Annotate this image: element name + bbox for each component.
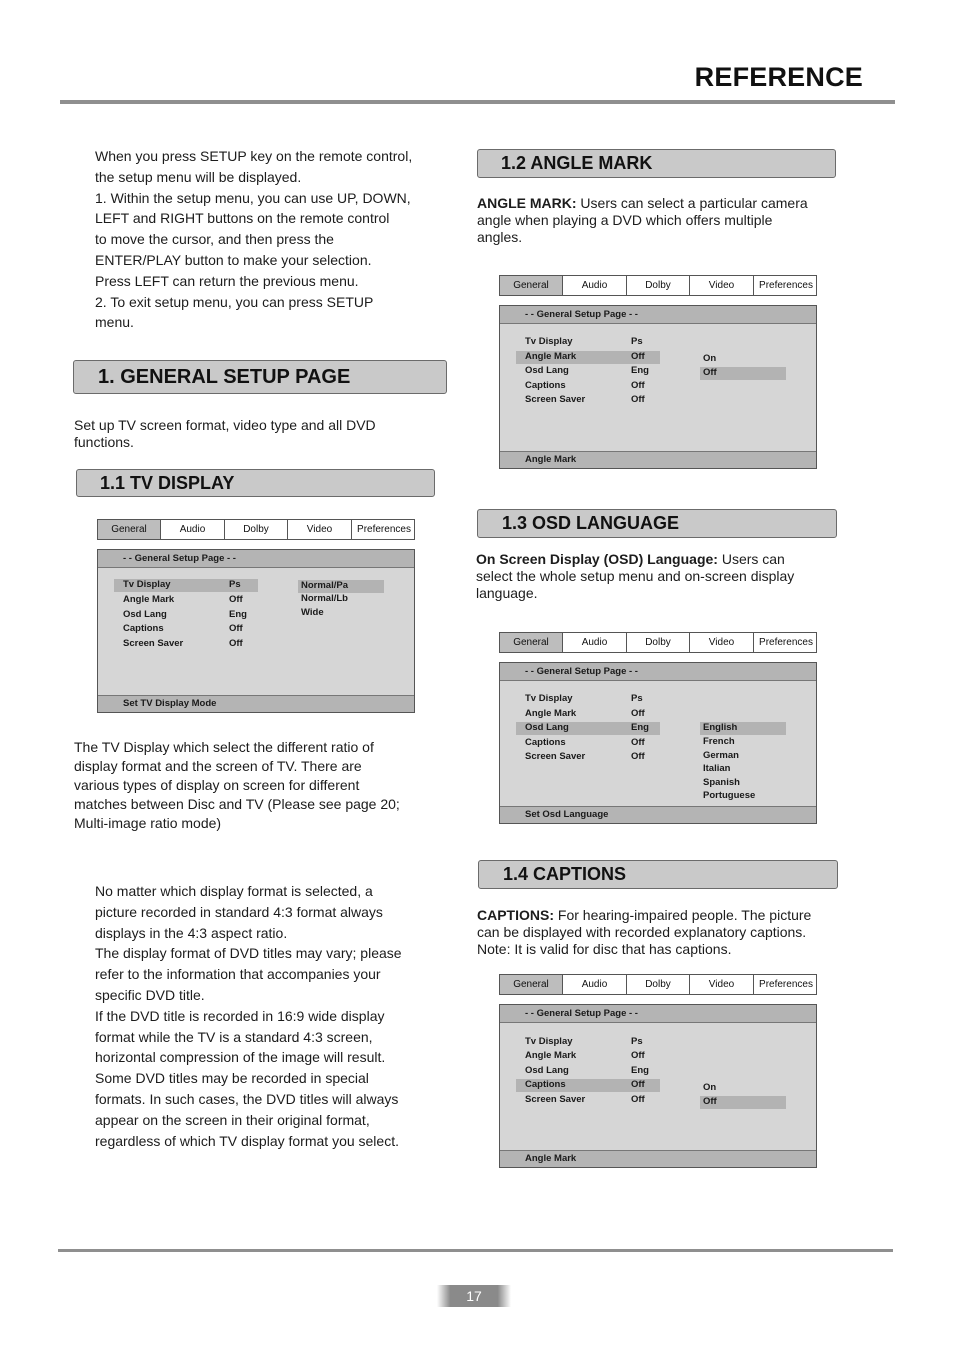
menu-item-value: Off: [631, 751, 645, 762]
intro-line: Press LEFT can return the previous menu.: [95, 272, 359, 289]
menu-item-value: Off: [229, 594, 243, 605]
captions-desc-line: can be displayed with recorded explanatory captions.: [477, 924, 807, 940]
menu-item-value: Off: [631, 1050, 645, 1061]
menu-panel-footer: Angle Mark: [500, 451, 816, 468]
menu-item-value: Ps: [631, 336, 643, 347]
menu-item-captions[interactable]: [114, 623, 258, 636]
menu-panel: [499, 305, 817, 469]
menu-panel-footer: Angle Mark: [500, 1150, 816, 1167]
osd-language-label: On Screen Display (OSD) Language:: [476, 551, 718, 567]
general-setup-heading: [73, 360, 447, 394]
menu-item-osd-lang[interactable]: [516, 1065, 660, 1078]
intro-line: to move the cursor, and then press the: [95, 231, 334, 248]
tab-dolby[interactable]: Dolby: [627, 975, 690, 994]
menu-item-label: Screen Saver: [123, 638, 184, 649]
menu-item-value: Off: [229, 638, 243, 649]
menu-panel-footer: Set TV Display Mode: [98, 695, 414, 712]
menu-item-captions[interactable]: [516, 1079, 660, 1092]
menu-panel: [499, 1004, 817, 1168]
tab-audio[interactable]: Audio: [563, 633, 627, 652]
tv-display-heading: [76, 469, 435, 497]
menu-item-captions[interactable]: [516, 737, 660, 750]
menu-item-label: Osd Lang: [123, 609, 167, 620]
menu-tabs: [499, 974, 817, 995]
menu-item-angle-mark[interactable]: [114, 594, 258, 607]
page-number-badge: [437, 1285, 511, 1307]
tv-display-heading-text: 1.1 TV DISPLAY: [100, 472, 235, 493]
note-line: If the DVD title is recorded in 16:9 wide display: [95, 1007, 385, 1024]
note-line: picture recorded in standard 4:3 format always: [95, 903, 383, 920]
tab-video[interactable]: Video: [690, 633, 754, 652]
menu-option[interactable]: Spanish: [703, 777, 740, 788]
footer-rule: [58, 1249, 893, 1252]
note-line: specific DVD title.: [95, 986, 205, 1003]
menu-item-label: Angle Mark: [123, 594, 175, 605]
tab-general[interactable]: General: [500, 276, 563, 295]
captions-desc-line: For hearing-impaired people. The picture: [554, 907, 812, 923]
tab-video[interactable]: Video: [690, 276, 754, 295]
menu-item-label: Captions: [525, 380, 566, 391]
menu-tabs: [499, 275, 817, 296]
tab-general[interactable]: General: [98, 520, 161, 539]
captions-label: CAPTIONS:: [477, 907, 554, 923]
note-line: format while the TV is a standard 4:3 screen,: [95, 1028, 373, 1045]
angle-mark-label: ANGLE MARK:: [477, 195, 577, 211]
menu-item-value: Off: [631, 737, 645, 748]
osd-language-heading: [477, 509, 837, 538]
tab-dolby[interactable]: Dolby: [627, 276, 690, 295]
menu-option[interactable]: Wide: [301, 607, 324, 618]
angle-mark-heading: [477, 149, 836, 178]
setup-menu-tv-display: [97, 519, 415, 713]
tv-display-description: [74, 738, 434, 833]
menu-item-value: Eng: [631, 365, 649, 376]
general-desc-line: Set up TV screen format, video type and all DVD: [74, 417, 376, 433]
note-line: refer to the information that accompanies your: [95, 966, 381, 983]
menu-item-angle-mark[interactable]: [516, 1050, 660, 1063]
menu-item-label: Tv Display: [123, 579, 171, 590]
menu-item-angle-mark[interactable]: [516, 351, 660, 364]
menu-option[interactable]: English: [700, 722, 786, 735]
menu-panel-header: - - General Setup Page - -: [500, 1005, 816, 1023]
menu-item-label: Tv Display: [525, 1036, 573, 1047]
tab-preferences[interactable]: Preferences: [759, 979, 813, 990]
menu-item-value: Off: [631, 351, 645, 362]
tv-desc-line: Multi-image ratio mode): [74, 815, 222, 831]
menu-item-value: Eng: [631, 1065, 649, 1076]
menu-option[interactable]: On: [703, 353, 717, 364]
captions-description: [477, 907, 837, 958]
intro-line: 1. Within the setup menu, you can use UP, DOWN,: [95, 189, 411, 206]
captions-desc-line: Note: It is valid for disc that has captions.: [477, 941, 732, 957]
menu-item-label: Angle Mark: [525, 351, 577, 362]
menu-item-label: Screen Saver: [525, 1094, 586, 1105]
menu-item-screen-saver[interactable]: [516, 1094, 660, 1107]
setup-menu-captions: [499, 974, 817, 1168]
menu-panel: [97, 549, 415, 713]
angle-mark-description: [477, 195, 832, 246]
menu-item-tv-display[interactable]: [516, 336, 660, 349]
intro-line: 2. To exit setup menu, you can press SETUP: [95, 293, 374, 310]
menu-item-tv-display[interactable]: [516, 693, 660, 706]
note-line: The display format of DVD titles may vary; please: [95, 945, 402, 962]
menu-item-label: Angle Mark: [525, 1050, 577, 1061]
menu-item-osd-lang[interactable]: [516, 365, 660, 378]
menu-item-screen-saver[interactable]: [114, 638, 258, 651]
tv-desc-line: various types of display on screen for different: [74, 777, 360, 793]
menu-item-osd-lang[interactable]: [114, 609, 258, 622]
angle-desc-line: Users can select a particular camera: [576, 195, 808, 211]
menu-item-captions[interactable]: [516, 380, 660, 393]
tv-display-note: [95, 881, 440, 1151]
tv-desc-line: The TV Display which select the different ratio of: [74, 739, 374, 755]
page-title: REFERENCE: [694, 62, 863, 92]
intro-line: ENTER/PLAY button to make your selection.: [95, 251, 372, 268]
tv-desc-line: display format and the screen of TV. There are: [74, 758, 362, 774]
intro-line: menu.: [95, 314, 134, 331]
tab-general[interactable]: General: [500, 633, 563, 652]
osd-desc-line: language.: [476, 585, 538, 601]
captions-heading: [478, 860, 838, 889]
osd-language-heading-text: 1.3 OSD LANGUAGE: [502, 513, 680, 533]
tab-dolby[interactable]: Dolby: [627, 633, 690, 652]
menu-option[interactable]: German: [703, 750, 739, 761]
note-line: Some DVD titles may be recorded in special: [95, 1070, 369, 1087]
menu-item-value: Off: [631, 708, 645, 719]
angle-desc-line: angle when playing a DVD which offers multiple: [477, 212, 773, 228]
menu-item-screen-saver[interactable]: [516, 394, 660, 407]
general-setup-heading-text: 1. GENERAL SETUP PAGE: [98, 365, 351, 388]
tab-video[interactable]: Video: [690, 975, 754, 994]
setup-menu-osd-language: [499, 632, 817, 826]
general-desc-line: functions.: [74, 434, 134, 450]
menu-panel-footer: Set Osd Language: [500, 806, 816, 823]
note-line: appear on the screen in their original format,: [95, 1111, 370, 1128]
osd-desc-line: select the whole setup menu and on-screen display: [476, 568, 795, 584]
menu-option[interactable]: French: [703, 736, 735, 747]
menu-item-value: Off: [631, 1094, 645, 1105]
note-line: displays in the 4:3 aspect ratio.: [95, 924, 288, 941]
captions-heading-text: 1.4 CAPTIONS: [503, 864, 627, 884]
menu-item-value: Ps: [631, 1036, 643, 1047]
menu-option[interactable]: Normal/Pa: [298, 580, 384, 593]
osd-desc-line: Users can: [717, 551, 785, 567]
menu-item-value: Off: [631, 380, 645, 391]
menu-item-screen-saver[interactable]: [516, 751, 660, 764]
menu-option[interactable]: On: [703, 1082, 717, 1093]
osd-language-description: [476, 551, 836, 602]
menu-item-value: Off: [631, 1079, 645, 1090]
general-setup-description: [74, 417, 434, 451]
page-number: 17: [466, 1288, 482, 1304]
menu-option[interactable]: Portuguese: [703, 790, 756, 801]
intro-line: When you press SETUP key on the remote control,: [95, 148, 413, 164]
menu-option[interactable]: Off: [700, 1096, 786, 1109]
note-line: horizontal compression of the image will result.: [95, 1049, 386, 1066]
menu-tabs: [499, 632, 817, 653]
setup-menu-angle-mark: [499, 275, 817, 469]
menu-item-label: Osd Lang: [525, 1065, 569, 1076]
menu-option[interactable]: Off: [700, 367, 786, 380]
tab-preferences[interactable]: Preferences: [357, 524, 411, 535]
menu-item-label: Osd Lang: [525, 365, 569, 376]
intro-paragraph: [95, 146, 440, 333]
menu-item-label: Captions: [525, 1079, 566, 1090]
tab-video[interactable]: Video: [288, 520, 352, 539]
menu-item-label: Tv Display: [525, 693, 573, 704]
menu-item-value: Off: [229, 623, 243, 634]
menu-panel-header: - - General Setup Page - -: [500, 306, 816, 324]
tab-audio[interactable]: Audio: [161, 520, 225, 539]
menu-panel-header: - - General Setup Page - -: [98, 550, 414, 568]
menu-item-label: Angle Mark: [525, 708, 577, 719]
tab-general[interactable]: General: [500, 975, 563, 994]
menu-item-value: Eng: [631, 722, 649, 733]
tab-audio[interactable]: Audio: [563, 276, 627, 295]
menu-item-label: Screen Saver: [525, 394, 586, 405]
tab-preferences[interactable]: Preferences: [759, 637, 813, 648]
angle-mark-heading-text: 1.2 ANGLE MARK: [501, 153, 653, 173]
menu-item-tv-display[interactable]: [114, 579, 258, 592]
tv-desc-line: matches between Disc and TV (Please see page 20;: [74, 796, 400, 812]
note-line: regardless of which TV display format you select.: [95, 1132, 399, 1149]
menu-option[interactable]: Italian: [703, 763, 731, 774]
menu-item-value: Eng: [229, 609, 247, 620]
menu-panel: [499, 662, 817, 824]
note-line: formats. In such cases, the DVD titles will always: [95, 1090, 399, 1107]
intro-line: LEFT and RIGHT buttons on the remote control: [95, 210, 390, 227]
menu-item-tv-display[interactable]: [516, 1036, 660, 1049]
menu-item-label: Tv Display: [525, 336, 573, 347]
menu-panel-header: - - General Setup Page - -: [500, 663, 816, 681]
menu-item-value: Off: [631, 394, 645, 405]
intro-line: the setup menu will be displayed.: [95, 168, 302, 185]
menu-item-value: Ps: [631, 693, 643, 704]
menu-item-osd-lang[interactable]: [516, 722, 660, 735]
menu-item-angle-mark[interactable]: [516, 708, 660, 721]
menu-item-label: Screen Saver: [525, 751, 586, 762]
menu-item-label: Captions: [123, 623, 164, 634]
tab-dolby[interactable]: Dolby: [225, 520, 288, 539]
menu-item-label: Captions: [525, 737, 566, 748]
tab-audio[interactable]: Audio: [563, 975, 627, 994]
angle-desc-line: angles.: [477, 229, 523, 245]
menu-option[interactable]: Normal/Lb: [301, 593, 348, 604]
tab-preferences[interactable]: Preferences: [759, 280, 813, 291]
menu-item-label: Osd Lang: [525, 722, 569, 733]
menu-item-value: Ps: [229, 579, 241, 590]
note-line: No matter which display format is selected, a: [95, 883, 373, 899]
header-rule: [60, 100, 895, 104]
menu-tabs: [97, 519, 415, 540]
